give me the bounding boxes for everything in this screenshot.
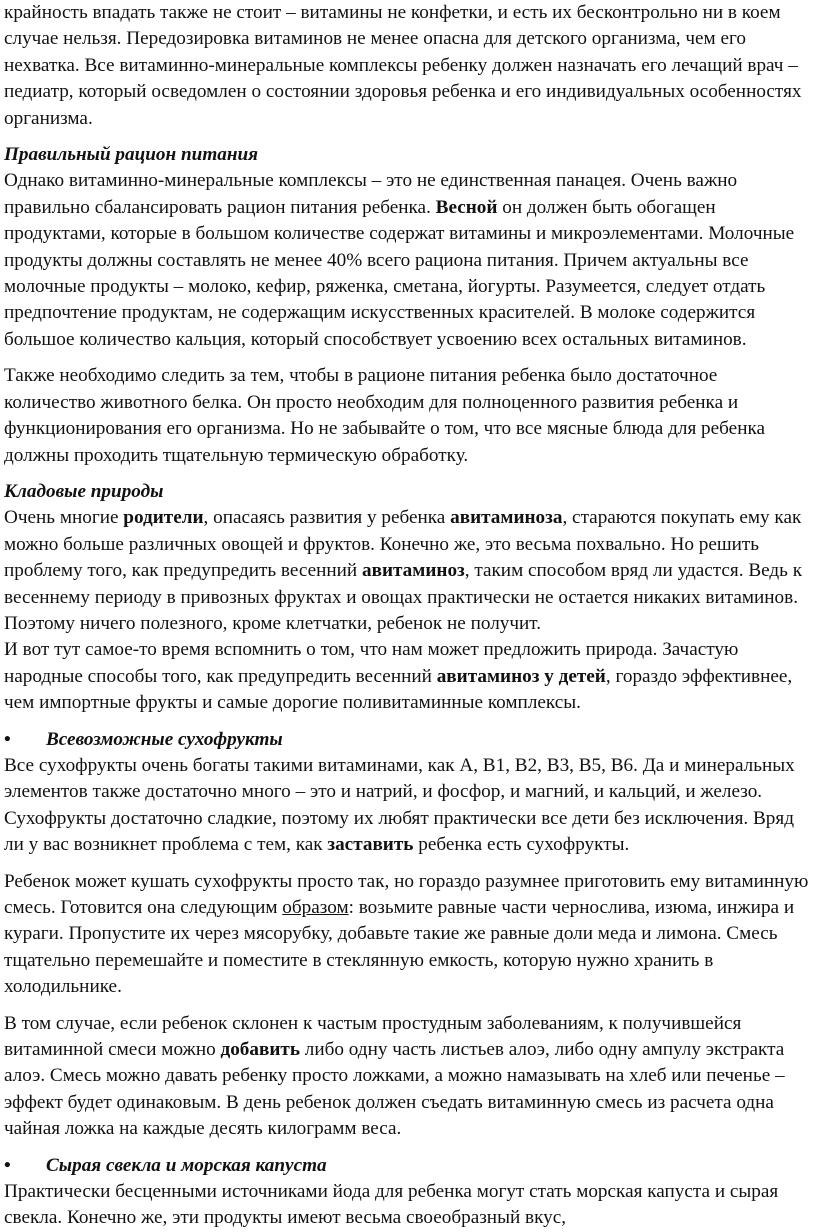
paragraph-nature: И вот тут самое-то время вспомнить о том, что нам может предложить природа. Зачастую народные способы того, как предупредить весенний авитаминоз у детей, гораздо эффективнее, чем импортные фрукты и самые дорогие поливитаминные комплексы.: [4, 639, 793, 714]
paragraph-iodine: Практически бесценными источниками йода для ребенка могут стать морская капуста и сырая свекла. Конечно же, эти продукты имеют весьма своеобразный вкус,: [4, 1181, 779, 1229]
paragraph-protein: Также необходимо следить за тем, чтобы в рационе питания ребенка было достаточное количество животного белка. Он просто необходим для полноценного развития ребенка и функционирования его организма. Но не забывайте о том, что все мясные блюда для ребенка должны проходить тщательную термическую обработку.: [4, 365, 766, 466]
link-obrazom[interactable]: образом: [282, 897, 349, 918]
paragraph-dried-fruits: Все сухофрукты очень богаты такими витаминами, как А, В1, В2, В3, В5, В6. Да и минеральных элементов также достаточно много – это и натрий, и фосфор, и магний, и кальций, и железо. Сухофрукты достаточно сладкие, поэтому их любят практически все дети без исключения. Вряд ли у вас возникнет проблема с тем, как заставить ребенка есть сухофрукты.: [4, 754, 795, 856]
paragraph-parents: Очень многие родители, опасаясь развития у ребенка авитаминоза, стараются покупать ему как можно больше различных овощей и фруктов. Конечно же, это весьма похвально. Но решить проблему того, как предупредить весенний авитаминоз, таким способом вряд ли удастся. Ведь к весеннему периоду в привозных фруктах и овощах практически не остается никаких витаминов. Поэтому ничего полезного, кроме клетчатки, ребенок не получит.: [4, 507, 803, 634]
paragraph-aloe: В том случае, если ребенок склонен к частым простудным заболеваниям, к получившейся витаминной смеси можно добавить либо одну часть листьев алоэ, либо одну ампулу экстракта алоэ. Смесь можно давать ребенку просто ложками, а можно намазывать на хлеб или печенье – эффект будет одинаковым. В день ребенок должен съедать витаминную смесь из расчета одна чайная ложка на каждые десять килограмм веса.: [4, 1012, 785, 1140]
heading-nature-pantry: Кладовые природы: [4, 480, 164, 502]
bullet-icon: •: [4, 728, 11, 750]
paragraph-vitamin-mix: Ребенок может кушать сухофрукты просто так, но гораздо разумнее приготовить ему витаминную смесь. Готовится она следующим образом: возьмите равные части чернослива, изюма, инжира и кураги. Пропустите их через мясорубку, добавьте такие же равные доли меда и лимона. Смесь тщательно перемешайте и поместите в стеклянную емкость, которую нужно хранить в холодильнике.: [4, 870, 809, 998]
heading-dried-fruits: • Всевозможные сухофрукты: [4, 727, 812, 753]
paragraph-diet: Однако витаминно-минеральные комплексы – это не единственная панацея. Очень важно правильно сбалансировать рацион питания ребенка. Весной он должен быть обогащен продуктами, которые в большом количестве содержат витамины и микроэлементами. Молочные продукты должны составлять не менее 40% всего рациона питания. Причем актуальны все молочные продукты – молоко, кефир, ряженка, сметана, йогурты. Разумеется, следует отдать предпочтение продуктам, не содержащим искусственных красителей. В молоке содержится большое количество кальция, который способствует усвоению всех остальных витаминов.: [4, 170, 795, 350]
bullet-icon: •: [4, 1154, 11, 1176]
heading-beet-seaweed: • Сырая свекла и морская капуста: [4, 1153, 812, 1179]
heading-proper-diet: Правильный рацион питания: [4, 144, 259, 166]
paragraph-intro: крайность впадать также не стоит – витамины не конфетки, и есть их бесконтрольно ни в коем случае нельзя. Передозировка витаминов не менее опасна для детского организма, чем его нехватка. Все витаминно-минеральные комплексы ребенку должен назначать его лечащий врач – педиатр, который осведомлен о состоянии здоровья ребенка и его индивидуальных особенностях организма.: [4, 2, 802, 129]
